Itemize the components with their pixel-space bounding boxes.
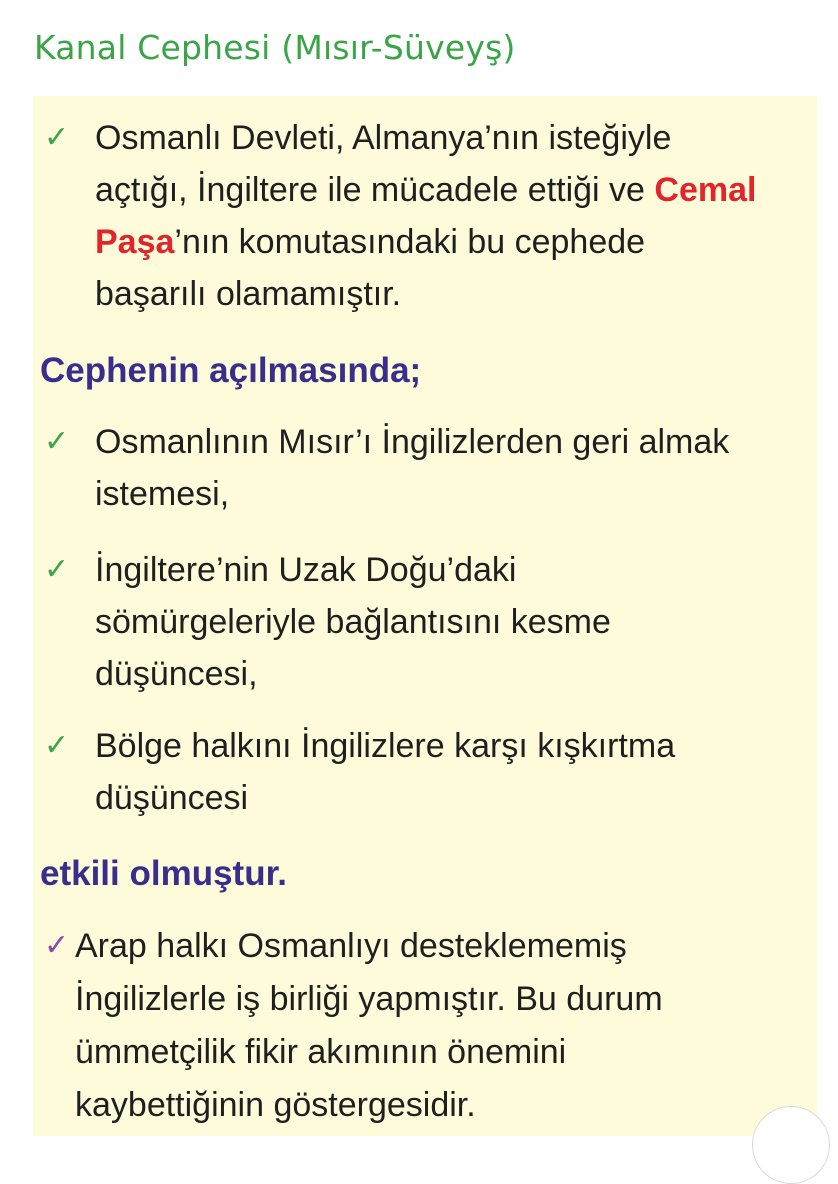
item3-line1: İngiltere’nin Uzak Doğu’daki xyxy=(95,551,517,589)
item5-line4: kaybettiğinin göstergesidir. xyxy=(75,1086,476,1124)
item1-line1: Osmanlı Devleti, Almanya’nın isteğiyle xyxy=(95,119,672,157)
highlight-name: Paşa xyxy=(95,223,175,261)
corner-circle-decoration xyxy=(752,1106,830,1184)
item4-line2: düşüncesi xyxy=(95,779,249,817)
item2-line2: istemesi, xyxy=(95,475,230,513)
highlight-name: Cemal xyxy=(654,171,757,209)
item1-line3: ’nın komutasındaki bu cephede xyxy=(174,223,646,261)
checkmark-icon: ✓ xyxy=(44,121,70,154)
item5-line3: ümmetçilik fikir akımının önemini xyxy=(75,1033,567,1071)
checkmark-icon: ✓ xyxy=(44,425,70,458)
item4-line1: Bölge halkını İngilizlere karşı kışkırtma xyxy=(95,727,676,765)
checkmark-icon: ✓ xyxy=(44,929,70,962)
item5-line2: İngilizlerle iş birliği yapmıştır. Bu durum xyxy=(75,980,663,1018)
section-title: Kanal Cephesi (Mısır-Süveyş) xyxy=(34,28,516,67)
item1-line2: açtığı, İngiltere ile mücadele ettiği ve xyxy=(95,171,655,209)
item1-line4: başarılı olamamıştır. xyxy=(95,275,402,313)
subheading-cephenin: Cephenin açılmasında; xyxy=(40,351,422,390)
checkmark-icon: ✓ xyxy=(44,553,70,586)
item5-line1: Arap halkı Osmanlıyı desteklememiş xyxy=(75,927,627,965)
checkmark-icon: ✓ xyxy=(44,729,70,762)
item3-line3: düşüncesi, xyxy=(95,655,258,693)
item2-line1: Osmanlının Mısır’ı İngilizlerden geri almak xyxy=(95,423,730,461)
item3-line2: sömürgeleriyle bağlantısını kesme xyxy=(95,603,611,641)
subheading-etkili: etkili olmuştur. xyxy=(40,854,287,893)
